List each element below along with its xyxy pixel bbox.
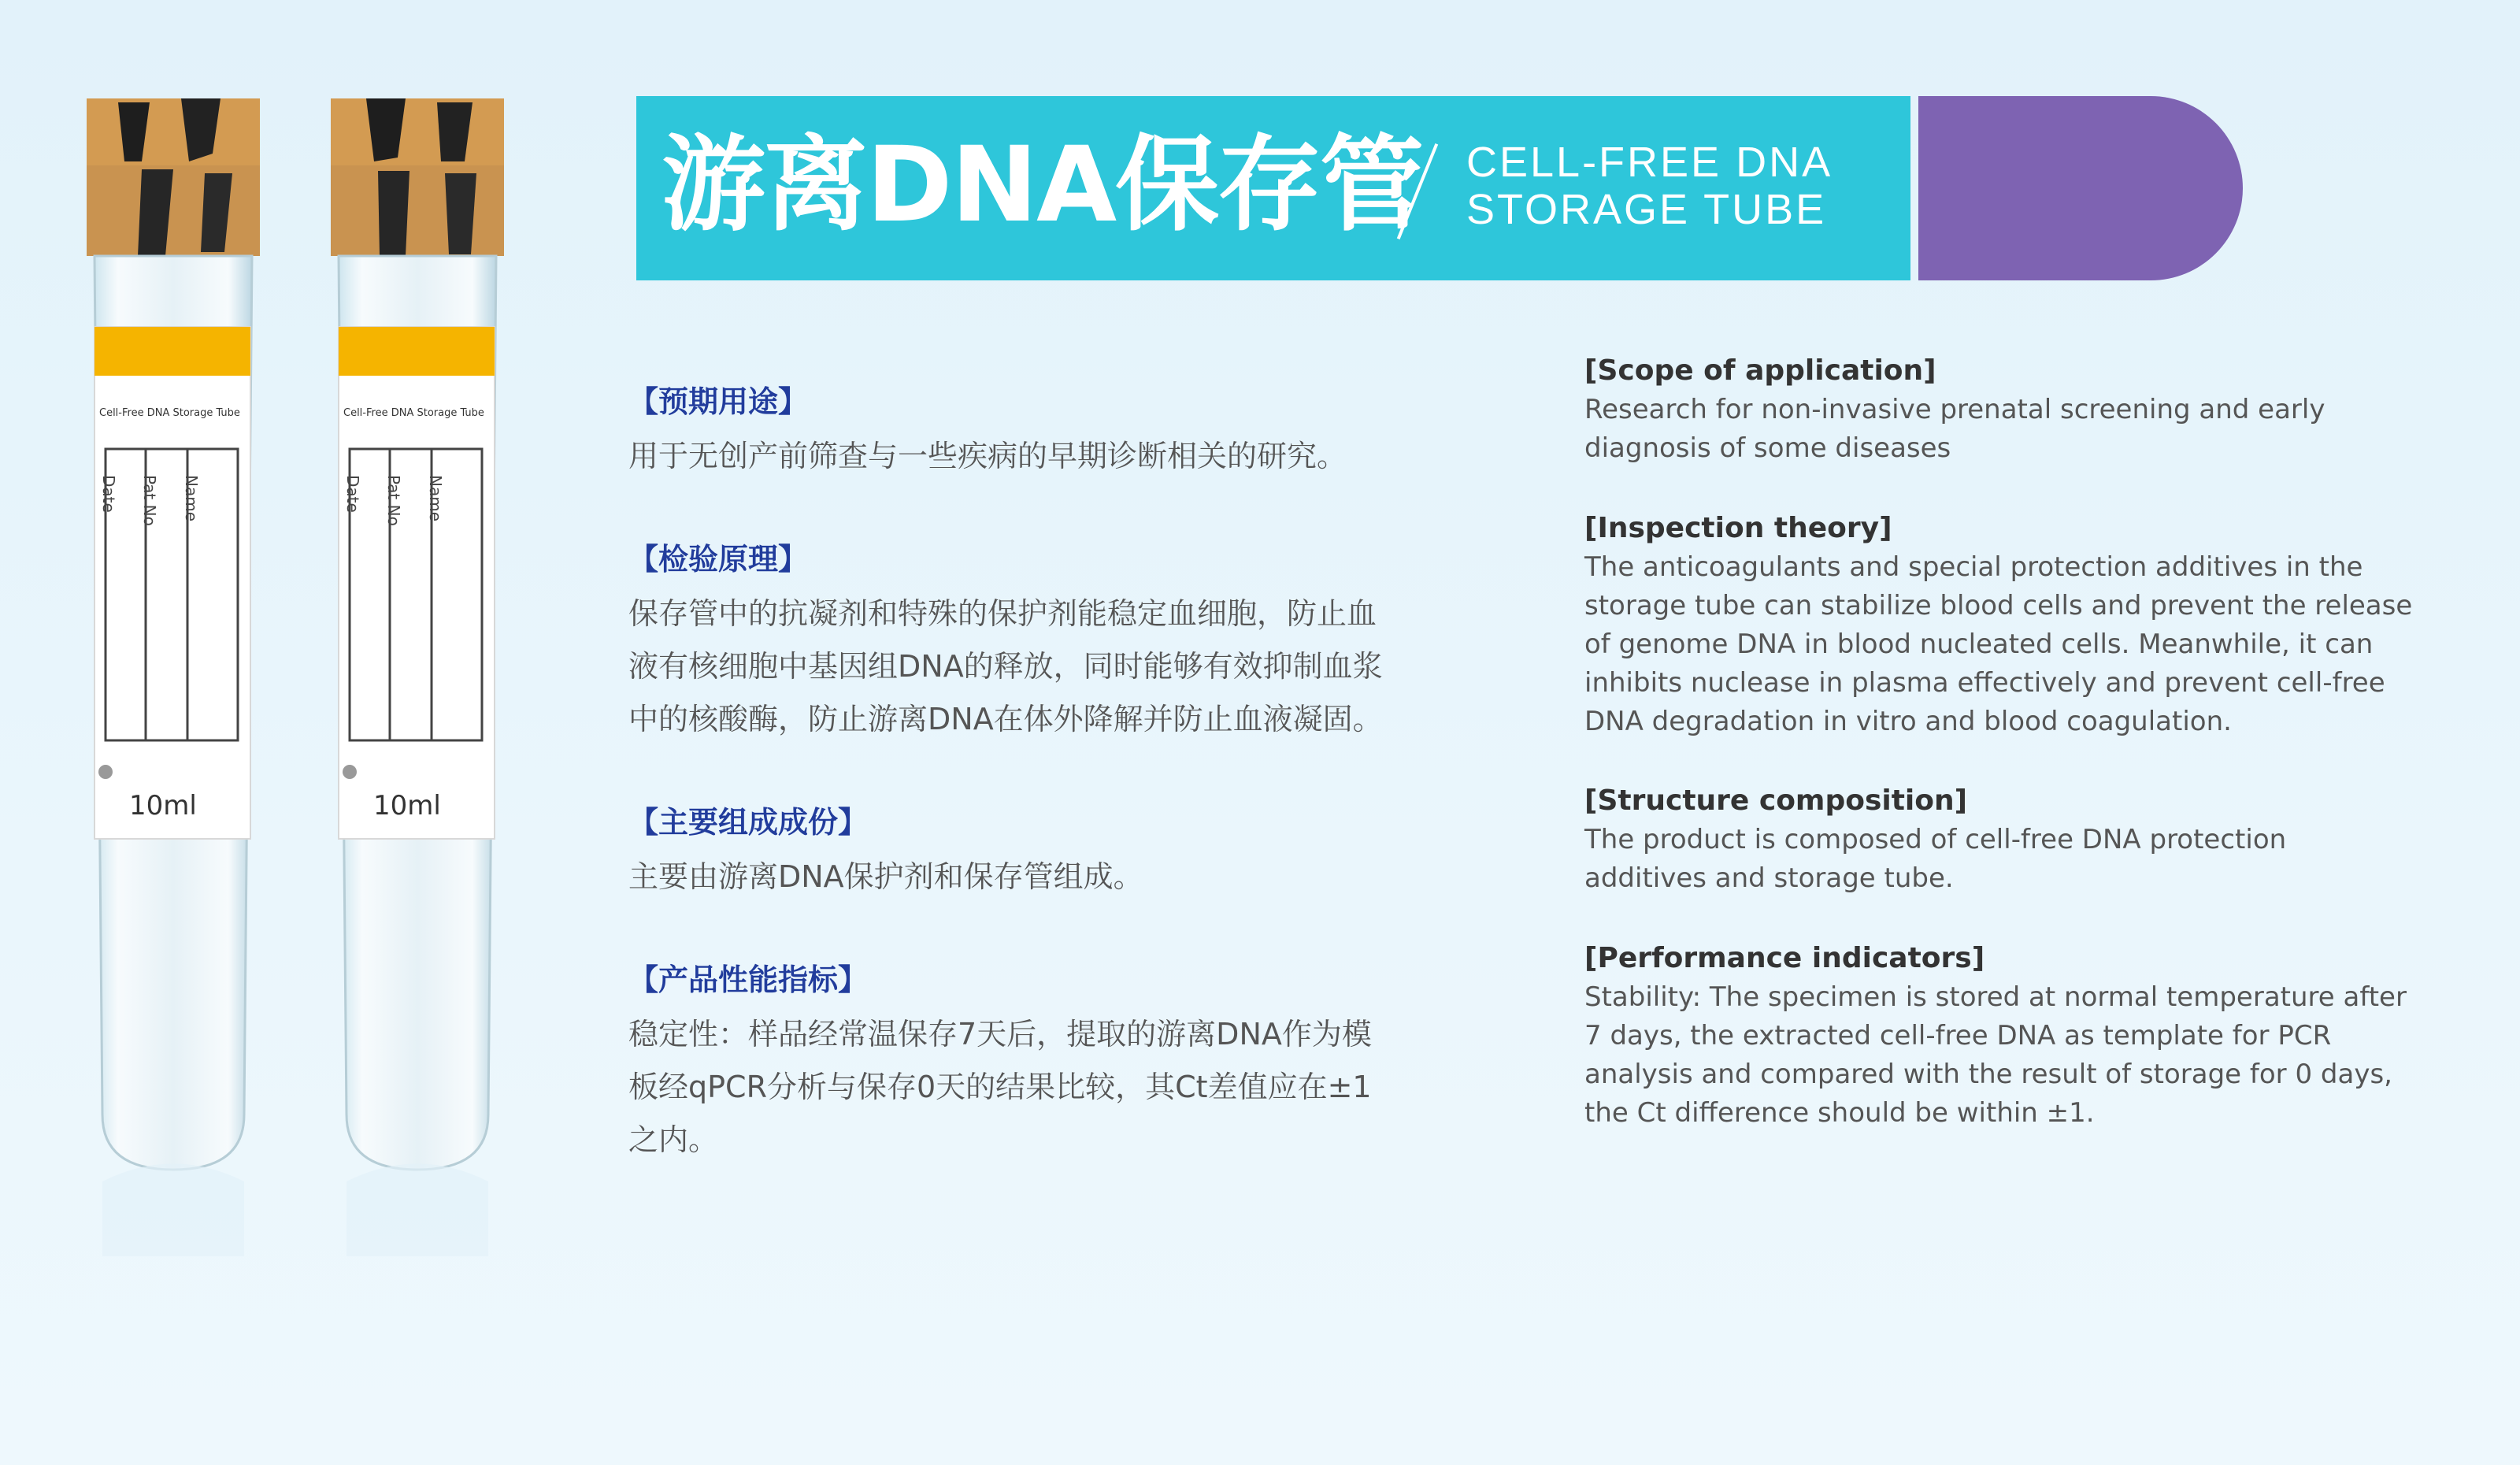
body-line: diagnosis of some diseases bbox=[1584, 432, 1951, 464]
body-line: of genome DNA in blood nucleated cells. Meanwhile, it can bbox=[1584, 629, 2374, 660]
tube-cap bbox=[87, 98, 260, 165]
body-line: Research for non-invasive prenatal screening and early bbox=[1584, 394, 2325, 425]
body-line: the Ct difference should be within ±1. bbox=[1584, 1097, 2095, 1129]
tube-field-name: Name bbox=[182, 475, 201, 522]
tube-drawing bbox=[331, 98, 504, 1264]
body-line: analysis and compared with the result of storage for 0 days, bbox=[1584, 1059, 2392, 1090]
body-line: The anticoagulants and special protection additives in the bbox=[1584, 551, 2363, 583]
storage-tube-image bbox=[87, 98, 260, 1264]
tube-field-date: Date bbox=[343, 475, 362, 513]
en-section-performance bbox=[1584, 939, 2466, 1133]
section-body bbox=[1584, 821, 2466, 898]
tube-field-name: Name bbox=[426, 475, 445, 522]
page-title-cn: 游离DNA保存管 bbox=[662, 124, 1423, 246]
tube-brand-label: Cell-Free DNA Storage Tube bbox=[99, 407, 240, 419]
section-heading: 【主要组成成份】 bbox=[628, 805, 869, 840]
en-section-structure bbox=[1584, 781, 2466, 898]
section-heading: [Structure composition] bbox=[1584, 784, 1968, 817]
section-heading: [Inspection theory] bbox=[1584, 512, 1892, 544]
title-banner-accent bbox=[1918, 96, 2243, 280]
body-line: 板经qPCR分析与保存0天的结果比较，其Ct差值应在±1 bbox=[628, 1070, 1372, 1104]
body-line: 主要由游离DNA保护剂和保存管组成。 bbox=[628, 859, 1143, 894]
tube-drawing bbox=[87, 98, 260, 1264]
section-body bbox=[628, 588, 1542, 746]
section-body bbox=[628, 1008, 1542, 1166]
en-section-scope bbox=[1584, 351, 2466, 468]
body-line: 用于无创产前筛查与一些疾病的早期诊断相关的研究。 bbox=[628, 439, 1347, 473]
page-title-en-line2: STORAGE TUBE bbox=[1466, 186, 1827, 233]
body-line: 液有核细胞中基因组DNA的释放，同时能够有效抑制血浆 bbox=[628, 649, 1383, 684]
section-body bbox=[1584, 978, 2466, 1133]
tube-field-patno: Pat No bbox=[384, 475, 403, 526]
tube-label bbox=[339, 327, 495, 839]
cn-section-performance bbox=[628, 958, 1542, 1166]
storage-tube-image bbox=[331, 98, 504, 1264]
body-line: 稳定性：样品经常温保存7天后，提取的游离DNA作为模 bbox=[628, 1017, 1372, 1051]
cn-section-composition bbox=[628, 800, 1542, 903]
body-line: The product is composed of cell-free DNA protection bbox=[1584, 824, 2287, 855]
body-line: 保存管中的抗凝剂和特殊的保护剂能稳定血细胞，防止血 bbox=[628, 596, 1377, 631]
section-heading: 【产品性能指标】 bbox=[628, 962, 869, 997]
tube-label bbox=[94, 327, 250, 839]
page-title-en-line1: CELL-FREE DNA bbox=[1466, 139, 1833, 186]
body-line: storage tube can stabilize blood cells and prevent the release bbox=[1584, 590, 2413, 621]
tube-volume-label: 10ml bbox=[129, 790, 197, 822]
body-line: DNA degradation in vitro and blood coagulation. bbox=[1584, 706, 2232, 737]
tube-volume-label: 10ml bbox=[373, 790, 441, 822]
tube-field-patno: Pat No bbox=[140, 475, 159, 526]
page-title-en bbox=[1466, 139, 1876, 233]
section-heading: [Scope of application] bbox=[1584, 354, 1936, 387]
en-section-inspection-theory bbox=[1584, 509, 2466, 741]
section-heading: 【检验原理】 bbox=[628, 542, 809, 577]
tube-band bbox=[94, 327, 250, 376]
body-line: Stability: The specimen is stored at normal temperature after bbox=[1584, 981, 2407, 1013]
tube-field-date: Date bbox=[99, 475, 118, 513]
body-line: inhibits nuclease in plasma effectively and prevent cell-free bbox=[1584, 667, 2385, 699]
section-body bbox=[1584, 391, 2466, 468]
body-line: 7 days, the extracted cell-free DNA as template for PCR bbox=[1584, 1020, 2332, 1051]
tube-cap bbox=[331, 98, 504, 165]
body-line: 中的核酸酶，防止游离DNA在体外降解并防止血液凝固。 bbox=[628, 702, 1383, 736]
tube-brand-label: Cell-Free DNA Storage Tube bbox=[343, 407, 484, 419]
section-body bbox=[628, 851, 1542, 903]
cn-section-principle bbox=[628, 537, 1542, 746]
section-body bbox=[628, 430, 1542, 483]
body-line: additives and storage tube. bbox=[1584, 862, 1954, 894]
cn-section-intended-use bbox=[628, 380, 1542, 483]
section-body bbox=[1584, 548, 2466, 741]
tube-band bbox=[339, 327, 495, 376]
body-line: 之内。 bbox=[628, 1122, 719, 1157]
section-heading: 【预期用途】 bbox=[628, 384, 809, 419]
section-heading: [Performance indicators] bbox=[1584, 942, 1985, 974]
